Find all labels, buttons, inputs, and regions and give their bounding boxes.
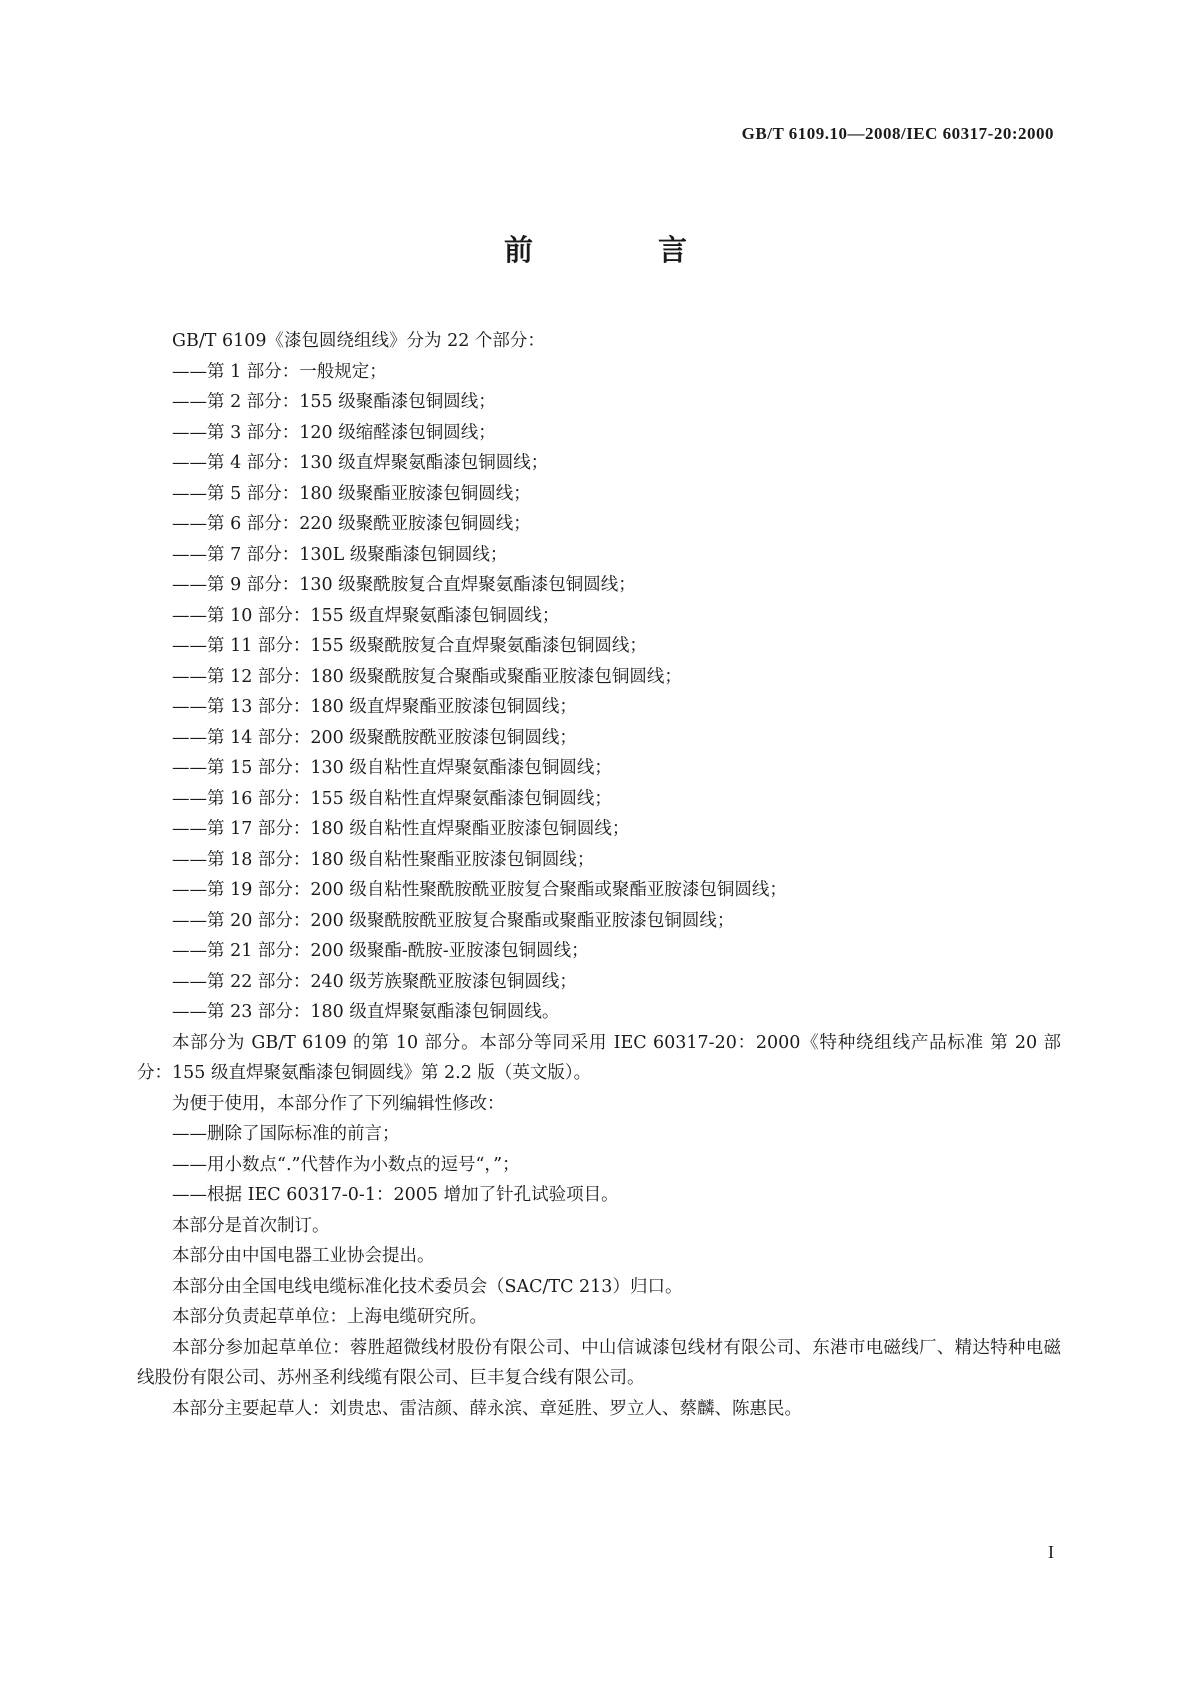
list-item: ——第 23 部分：180 级直焊聚氨酯漆包铜圆线。 bbox=[172, 1002, 560, 1022]
editorial-changes-list bbox=[137, 1119, 1061, 1211]
standard-code-header: GB/T 6109.10—2008/IEC 60317-20:2000 bbox=[741, 124, 1054, 143]
list-item: ——第 10 部分：155 级直焊聚氨酯漆包铜圆线； bbox=[172, 605, 560, 626]
list-item: ——第 12 部分：180 级聚酰胺复合聚酯或聚酯亚胺漆包铜圆线； bbox=[172, 666, 682, 687]
list-item: ——删除了国际标准的前言； bbox=[172, 1124, 400, 1144]
centralized-by: 本部分由全国电线电缆标准化技术委员会（SAC/TC 213）归口。 bbox=[172, 1276, 683, 1297]
list-item: ——第 18 部分：180 级自粘性聚酯亚胺漆包铜圆线； bbox=[172, 849, 595, 870]
list-item: ——第 15 部分：130 级自粘性直焊聚氨酯漆包铜圆线； bbox=[172, 758, 612, 778]
list-item: ——根据 IEC 60317-0-1：2005 增加了针孔试验项目。 bbox=[172, 1185, 619, 1205]
proposed-by: 本部分由中国电器工业协会提出。 bbox=[172, 1246, 435, 1266]
first-edition-note: 本部分是首次制订。 bbox=[172, 1215, 330, 1236]
page-title: 前 言 bbox=[503, 233, 735, 267]
parts-list bbox=[137, 357, 1061, 1028]
editorial-intro: 为便于使用，本部分作了下列编辑性修改： bbox=[172, 1093, 505, 1114]
list-item: ——第 13 部分：180 级直焊聚酯亚胺漆包铜圆线； bbox=[172, 697, 577, 717]
list-item: ——用小数点“.”代替作为小数点的逗号“，”； bbox=[172, 1154, 520, 1175]
list-item: ——第 22 部分：240 级芳族聚酰亚胺漆包铜圆线； bbox=[172, 971, 577, 992]
main-drafters: 本部分主要起草人：刘贵忠、雷洁颜、薛永滨、章延胜、罗立人、蔡麟、陈惠民。 bbox=[172, 1398, 802, 1419]
foreword-body bbox=[137, 326, 1061, 1424]
page-number: I bbox=[1048, 1542, 1054, 1562]
participating-drafting-units: 本部分参加起草单位：蓉胜超微线材股份有限公司、中山信诚漆包线材有限公司、东港市电磁线厂、精达特种电磁线股份有限公司、苏州圣利线缆有限公司、巨丰复合线有限公司。 bbox=[137, 1337, 1061, 1388]
list-item: ——第 9 部分：130 级聚酰胺复合直焊聚氨酯漆包铜圆线； bbox=[172, 575, 636, 595]
list-item: ——第 4 部分：130 级直焊聚氨酯漆包铜圆线； bbox=[172, 453, 549, 473]
list-item: ——第 17 部分：180 级自粘性直焊聚酯亚胺漆包铜圆线； bbox=[172, 819, 630, 839]
list-item: ——第 21 部分：200 级聚酯-酰胺-亚胺漆包铜圆线； bbox=[172, 941, 589, 961]
list-item: ——第 20 部分：200 级聚酰胺酰亚胺复合聚酯或聚酯亚胺漆包铜圆线； bbox=[172, 910, 735, 931]
list-item: ——第 11 部分：155 级聚酰胺复合直焊聚氨酯漆包铜圆线； bbox=[172, 636, 647, 656]
parts-intro: GB/T 6109《漆包圆绕组线》分为 22 个部分： bbox=[172, 331, 545, 351]
adoption-statement: 本部分为 GB/T 6109 的第 10 部分。本部分等同采用 IEC 60317-20：2000《特种绕组线产品标准 第 20 部分：155 级直焊聚氨酯漆包铜圆线》第 2.2 版（英文版）。 bbox=[137, 1032, 1061, 1083]
chief-drafting-unit: 本部分负责起草单位：上海电缆研究所。 bbox=[172, 1307, 487, 1327]
list-item: ——第 7 部分：130L 级聚酯漆包铜圆线； bbox=[172, 544, 508, 565]
list-item: ——第 19 部分：200 级自粘性聚酰胺酰亚胺复合聚酯或聚酯亚胺漆包铜圆线； bbox=[172, 880, 787, 900]
list-item: ——第 5 部分：180 级聚酯亚胺漆包铜圆线； bbox=[172, 483, 531, 504]
list-item: ——第 6 部分：220 级聚酰亚胺漆包铜圆线； bbox=[172, 514, 531, 534]
list-item: ——第 16 部分：155 级自粘性直焊聚氨酯漆包铜圆线； bbox=[172, 788, 612, 809]
list-item: ——第 14 部分：200 级聚酰胺酰亚胺漆包铜圆线； bbox=[172, 727, 577, 748]
list-item: ——第 1 部分：一般规定； bbox=[172, 361, 387, 382]
list-item: ——第 2 部分：155 级聚酯漆包铜圆线； bbox=[172, 392, 496, 412]
list-item: ——第 3 部分：120 级缩醛漆包铜圆线； bbox=[172, 422, 496, 443]
